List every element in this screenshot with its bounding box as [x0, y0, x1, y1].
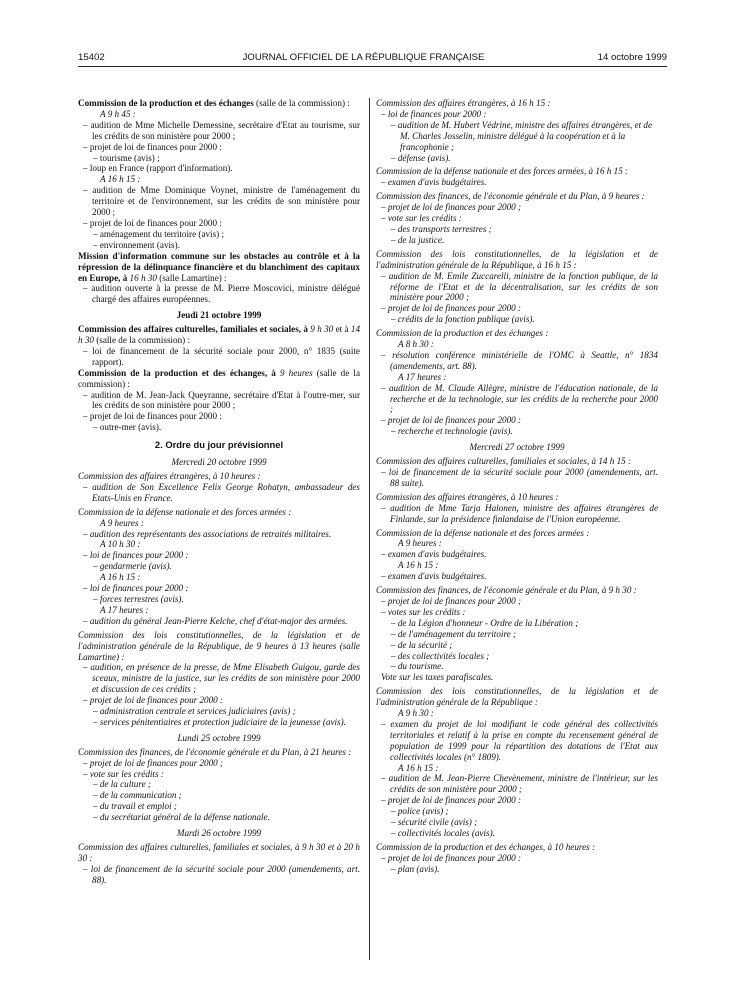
agenda-subitem: – de la justice. — [391, 234, 445, 245]
meeting-heading — [78, 368, 360, 390]
agenda-item: – loi de financement de la sécurité sociale pour 2000 (amendements, art. 88 suite). — [381, 467, 658, 488]
agenda-item: – loi de finances pour 2000 : — [381, 108, 487, 119]
agenda-item: – projet de loi de finances pour 2000 : — [83, 411, 222, 422]
agenda-item: – audition, en présence de la presse, de Mme Elisabeth Guigou, garde des sceaux, ministre de la justice, sur les crédits de son ministère pour 2000 et discussion de ces crédits ; — [83, 662, 360, 695]
agenda-subitem: – environnement (avis). — [93, 239, 180, 250]
time-slot: A 17 heures : — [398, 371, 447, 382]
column-divider — [369, 98, 370, 960]
meeting-heading: Commission des lois constitutionnelles, de la législation et de l'administration générale de la République, à 16 h 15 : — [376, 248, 658, 270]
meeting-time: 9 h 30 — [310, 324, 334, 335]
meeting-heading: Commission de la défense nationale et des forces armées, à 16 h 15 : — [376, 166, 629, 177]
agenda-item: – projet de loi de finances pour 2000 : — [381, 852, 522, 863]
meeting-heading: Commission de la défense nationale et des forces armées : — [376, 527, 590, 538]
agenda-item: – examen d'avis budgétaires. — [381, 549, 487, 560]
day-heading: Mercredi 27 octobre 1999 — [469, 442, 565, 453]
meeting-heading: Commission des finances, de l'économie générale et du Plan, à 9 h 30 : — [376, 585, 637, 596]
time-slot: A 9 h 45 : — [100, 108, 136, 119]
agenda-item: – audition de Mme Tarja Halonen, ministre des affaires étrangères de Finlande, sur la présidence finlandaise de l'Union européenne. — [381, 502, 658, 524]
heading-connector: à — [301, 324, 311, 335]
time-slot: A 17 heures : — [100, 604, 149, 615]
day-heading: Lundi 25 octobre 1999 — [177, 732, 261, 743]
agenda-item: – loi de financement de la sécurité sociale pour 2000 (amendements, art. 88). — [83, 863, 360, 885]
agenda-item: – loup en France (rapport d'information). — [83, 163, 233, 174]
agenda-subitem: – des transports terrestres ; — [391, 223, 492, 234]
agenda-item: – projet de loi de finances pour 2000 : — [381, 303, 522, 314]
right-column — [376, 98, 658, 875]
agenda-subitem: – aménagement du territoire (avis) ; — [93, 228, 224, 239]
agenda-subitem: – plan (avis). — [391, 863, 440, 874]
committee-name: Commission de la production et des échanges — [78, 98, 254, 108]
meeting-location: (salle de la commission) : — [78, 367, 360, 389]
agenda-subitem: – administration centrale et services judiciaires (avis) ; — [93, 706, 296, 717]
agenda-subitem: – du secrétariat général de la défense nationale. — [93, 812, 270, 823]
agenda-subitem: – collectivités locales (avis). — [391, 828, 495, 838]
agenda-subitem: – gendarmerie (avis). — [93, 561, 172, 572]
time-slot: A 16 h 15 : — [100, 572, 141, 583]
meeting-time: 9 heures — [279, 367, 313, 378]
meeting-heading: Commission des lois constitutionnelles, de la législation et de l'administration générale de la République, de 9 heures à 13 heures (salle Lamartine) : — [78, 629, 360, 662]
agenda-subitem: – de la communication ; — [93, 790, 182, 801]
page-header — [60, 52, 667, 66]
agenda-subitem: – de la sécurité ; — [391, 639, 453, 650]
agenda-item: – audition du général Jean-Pierre Kelche, chef d'état-major des armées. — [83, 615, 348, 626]
agenda-subitem: – services pénitentiaires et protection judiciaire de la jeunesse (avis). — [93, 716, 346, 727]
meeting-heading: Commission des affaires étrangères, à 10 heures : — [376, 491, 559, 502]
day-heading: Mardi 26 octobre 1999 — [176, 828, 262, 839]
agenda-item: – projet de loi de finances pour 2000 ; — [83, 757, 224, 768]
agenda-item: – audition de M. Emile Zuccarelli, ministre de la fonction publique, de la réforme de l'Etat et de la décentralisation, sur les crédits de son ministère pour 2000 ; — [381, 270, 658, 303]
agenda-item: – audition ouverte à la presse de M. Pierre Moscovici, ministre délégué chargé des affaires européennes. — [83, 283, 360, 305]
agenda-item: – examen d'avis budgétaires. — [381, 571, 487, 582]
time-slot: A 9 heures : — [398, 538, 442, 549]
meeting-time: 14 h 30 — [78, 324, 361, 346]
agenda-subitem: – police (avis) ; — [391, 806, 449, 817]
agenda-subitem: – outre-mer (avis). — [93, 422, 162, 433]
day-heading: Mercredi 20 octobre 1999 — [171, 457, 267, 468]
meeting-heading: Commission des affaires étrangères, à 16 h 15 : — [376, 98, 551, 108]
agenda-item: – examen d'avis budgétaires. — [381, 177, 487, 188]
meeting-heading: Commission des lois constitutionnelles, de la législation et de l'administration générale de la République : — [376, 686, 658, 708]
issue-date: 14 octobre 1999 — [597, 52, 667, 63]
agenda-item: – vote sur les crédits : — [381, 213, 462, 224]
meeting-heading — [78, 98, 360, 109]
time-slot: A 9 h 30 : — [398, 708, 434, 719]
agenda-item: – audition de M. Jean-Jack Queyranne, secrétaire d'Etat à l'outre-mer, sur les crédits de son ministère pour 2000 ; — [83, 389, 360, 411]
agenda-subitem: – de la culture ; — [93, 779, 151, 790]
time-slot: A 16 h 15 : — [398, 560, 439, 571]
agenda-item: – projet de loi de finances pour 2000 ; — [381, 202, 522, 213]
meeting-heading: Commission des affaires culturelles, familiales et sociales, à 9 h 30 et à 20 h 30 : — [78, 842, 360, 863]
agenda-item: – projet de loi de finances pour 2000 : — [83, 141, 222, 152]
section-heading: 2. Ordre du jour prévisionnel — [154, 439, 284, 451]
agenda-item: – résolution conférence ministérielle de l'OMC à Seattle, n° 1834 (amendements, art. 88). — [381, 349, 658, 371]
agenda-item: – projet de loi de finances pour 2000 : — [381, 795, 522, 806]
committee-name: Commission des affaires culturelles, familiales et sociales, — [78, 324, 302, 335]
agenda-subitem: – audition de M. Hubert Védrine, ministre des affaires étrangères, et de M. Charles Josselin, ministre délégué à la coopération et à la francophonie ; — [391, 119, 653, 152]
time-slot: A 16 h 15 : — [100, 174, 141, 185]
time-slot: A 10 h 30 : — [100, 539, 141, 550]
agenda-item: – projet de loi de finances pour 2000 ; — [381, 595, 522, 606]
agenda-item: – loi de finances pour 2000 : — [83, 583, 189, 594]
agenda-item: – votes sur les crédits : — [381, 606, 466, 617]
agenda-item: – vote sur les crédits : — [83, 768, 164, 779]
agenda-subitem: – sécurité civile (avis) ; — [391, 817, 478, 828]
heading-connector: et à — [333, 324, 351, 335]
agenda-item: – audition de M. Claude Allègre, ministre de l'éducation nationale, de la recherche et de la technologie, sur les crédits de la recherche pour 2000 ; — [381, 382, 658, 415]
time-slot: A 8 h 30 : — [398, 339, 434, 350]
committee-name: Commission de la production et des échanges, — [78, 367, 268, 378]
meeting-heading: Commission des affaires culturelles, familiales et sociales, à 14 h 15 : — [376, 456, 632, 467]
meeting-location: (salle de la commission) : — [253, 98, 350, 108]
agenda-item: – audition de M. Jean-Pierre Chevènement, ministre de l'intérieur, sur les crédits de son ministère pour 2000 ; — [381, 773, 658, 795]
meeting-location: (salle Lamartine) : — [156, 272, 227, 283]
meeting-heading — [78, 324, 360, 346]
agenda-subitem: – de l'aménagement du territoire ; — [391, 628, 517, 639]
meeting-heading: Commission des affaires étrangères, à 10 heures : — [78, 471, 261, 481]
time-slot: A 9 heures : — [100, 517, 144, 528]
agenda-item: – projet de loi de finances pour 2000 : — [83, 217, 222, 228]
agenda-item: – audition des représentants des associations de retraités militaires. — [83, 528, 332, 539]
agenda-subitem: – des collectivités locales ; — [391, 650, 490, 661]
agenda-item: – examen du projet de loi modifiant le code général des collectivités territoriales et relatif à la prise en compte du recensement général de population de 1999 pour la répartition des dotations de l'Etat aux collectivités locales (n° 1809). — [381, 718, 658, 762]
day-heading: Jeudi 21 octobre 1999 — [176, 310, 262, 321]
meeting-heading — [78, 251, 360, 284]
agenda-item: – projet de loi de finances pour 2000 : — [83, 695, 224, 706]
agenda-subitem: – forces terrestres (avis). — [93, 593, 184, 604]
meeting-time: 16 h 30 — [129, 272, 157, 283]
agenda-item: – projet de loi de finances pour 2000 : — [381, 415, 522, 426]
journal-title: JOURNAL OFFICIEL DE LA RÉPUBLIQUE FRANÇAISE — [242, 52, 485, 63]
heading-connector: à — [267, 367, 280, 378]
left-column — [78, 98, 360, 886]
meeting-heading: Commission de la défense nationale et des forces armées : — [78, 506, 292, 517]
agenda-subitem: – du tourisme. — [391, 661, 444, 672]
agenda-subitem: – défense (avis). — [391, 152, 451, 163]
meeting-heading: Commission des finances, de l'économie générale et du Plan, à 21 heures : — [78, 746, 352, 757]
agenda-note: Vote sur les taxes parafiscales. — [381, 672, 494, 683]
meeting-heading: Commission des finances, de l'économie générale et du Plan, à 9 heures : — [376, 191, 645, 202]
agenda-item: – audition de Mme Michelle Demessine, secrétaire d'Etat au tourisme, sur les crédits de son ministère pour 2000 ; — [83, 119, 360, 141]
time-slot: A 16 h 15 : — [398, 762, 439, 773]
meeting-heading: Commission de la production et des échanges, à 10 heures : — [376, 841, 596, 852]
agenda-item: – audition de Son Excellence Felix George Rohatyn, ambassadeur des Etats-Unis en France. — [83, 481, 360, 503]
agenda-subitem: – du travail et emploi ; — [93, 801, 177, 812]
mission-name: Mission d'information commune sur les obstacles au contrôle et à la répression de la délinquance financière et du blanchiment des capitaux en Europe, — [78, 250, 360, 283]
agenda-subitem: – tourisme (avis) ; — [93, 152, 160, 163]
agenda-subitem: – crédits de la fonction publique (avis). — [391, 314, 535, 325]
agenda-item: – loi de financement de la sécurité sociale pour 2000, n° 1835 (suite rapport). — [83, 345, 360, 367]
heading-connector: à — [120, 272, 130, 283]
header-rule — [78, 66, 667, 67]
agenda-item: – loi de finances pour 2000 : — [83, 550, 189, 561]
page-number: 15402 — [78, 52, 105, 63]
meeting-location: (salle de la commission) : — [93, 335, 191, 346]
agenda-subitem: – recherche et technologie (avis). — [391, 426, 513, 437]
meeting-heading: Commission de la production et des échanges : — [376, 328, 549, 339]
agenda-item: – audition de Mme Dominique Voynet, ministre de l'aménagement du territoire et de l'environnement, sur les crédits de son ministère pour 2000 ; — [83, 185, 360, 218]
agenda-subitem: – de la Légion d'honneur - Ordre de la Libération ; — [391, 617, 579, 628]
